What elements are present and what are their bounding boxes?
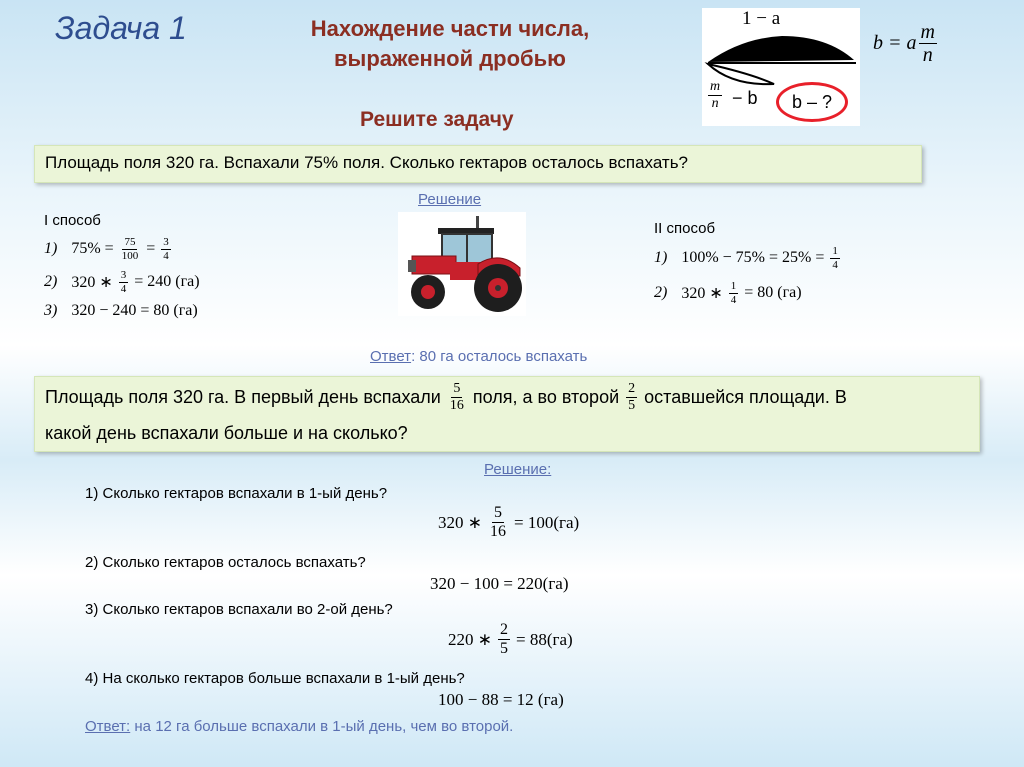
formula-num: m: [920, 21, 935, 43]
method-1-title: I способ: [44, 212, 101, 229]
topic-line-1: Нахождение части числа,: [310, 16, 590, 41]
diagram-top-label: 1 − a: [742, 8, 781, 29]
problem-2-answer-text: на 12 га больше вспахали в 1-ый день, чем во второй.: [130, 718, 514, 735]
problem-1-answer-text: : 80 га осталось вспахать: [411, 348, 588, 365]
fraction-diagram: [702, 8, 860, 126]
problem-1-solution-label: Решение: [418, 191, 482, 208]
problem-1-box: [34, 145, 922, 183]
formula-b-equals: [873, 22, 939, 65]
problem-1-answer: [370, 348, 587, 365]
method-2-step-2: 2) 320 ∗ $\frac{1}{4}$ = 80 (га): [654, 279, 802, 306]
method-2-step-1: 1) 100% − 75% = 25% = $\frac{1}{4}$: [654, 244, 838, 271]
problem-2-answer: [85, 718, 513, 735]
formula-den: n: [922, 44, 933, 66]
problem-2-answer-label: Ответ:: [85, 718, 131, 735]
topic-line-2: выраженной дробью: [334, 46, 566, 71]
method-2-title: II способ: [654, 220, 716, 237]
question-4: 4) На сколько гектаров больше вспахали в 1-ый день?: [85, 670, 465, 687]
formula-lhs: b = a: [873, 32, 917, 54]
expression-1: 320 ∗ $\frac{5}{16}$ = 100(га): [438, 504, 580, 540]
diagram-circled-question: b – ?: [776, 82, 848, 122]
problem-2-line-2: какой день вспахали больше и на сколько?: [45, 423, 408, 443]
question-2: 2) Сколько гектаров осталось вспахать?: [85, 554, 366, 571]
problem-1-answer-label: Ответ: [370, 348, 412, 365]
method-1-step-2: 2) 320 ∗ $\frac{3}{4}$ = 240 (га): [44, 268, 200, 295]
expression-4: 100 − 88 = 12 (га): [438, 690, 564, 709]
diagram-segment-shape: [702, 30, 860, 90]
expression-2: 320 − 100 = 220(га): [430, 574, 569, 593]
method-1-step-3: 3) 320 − 240 = 80 (га): [44, 302, 198, 319]
problem-2-solution-label: Решение:: [484, 461, 552, 478]
question-1: 1) Сколько гектаров вспахали в 1-ый день?: [85, 485, 388, 502]
tractor-image: [398, 212, 526, 316]
problem-1-text: Площадь поля 320 га. Вспахали 75% поля. Сколько гектаров осталось вспахать?: [45, 153, 689, 172]
task-title: Задача 1: [55, 10, 187, 46]
solve-prompt: Решите задачу: [360, 108, 514, 131]
problem-2-line-1: Площадь поля 320 га. В первый день вспахали $\frac{5}{16}$ поля, а во второй $\frac{2}{5}$ оставшейся площади. В: [45, 381, 847, 413]
problem-2-box: [34, 376, 980, 452]
topic-title: [290, 14, 610, 74]
question-3: 3) Сколько гектаров вспахали во 2-ой день?: [85, 601, 393, 618]
method-1-step-1: 1) 75% = $\frac{75}{100}$ = $\frac{3}{4}$: [44, 235, 169, 262]
expression-3: 220 ∗ $\frac{2}{5}$ = 88(га): [448, 621, 573, 657]
diagram-mid-text: − b: [732, 88, 758, 108]
diagram-fraction: $\frac{m}{n}$: [710, 79, 721, 111]
